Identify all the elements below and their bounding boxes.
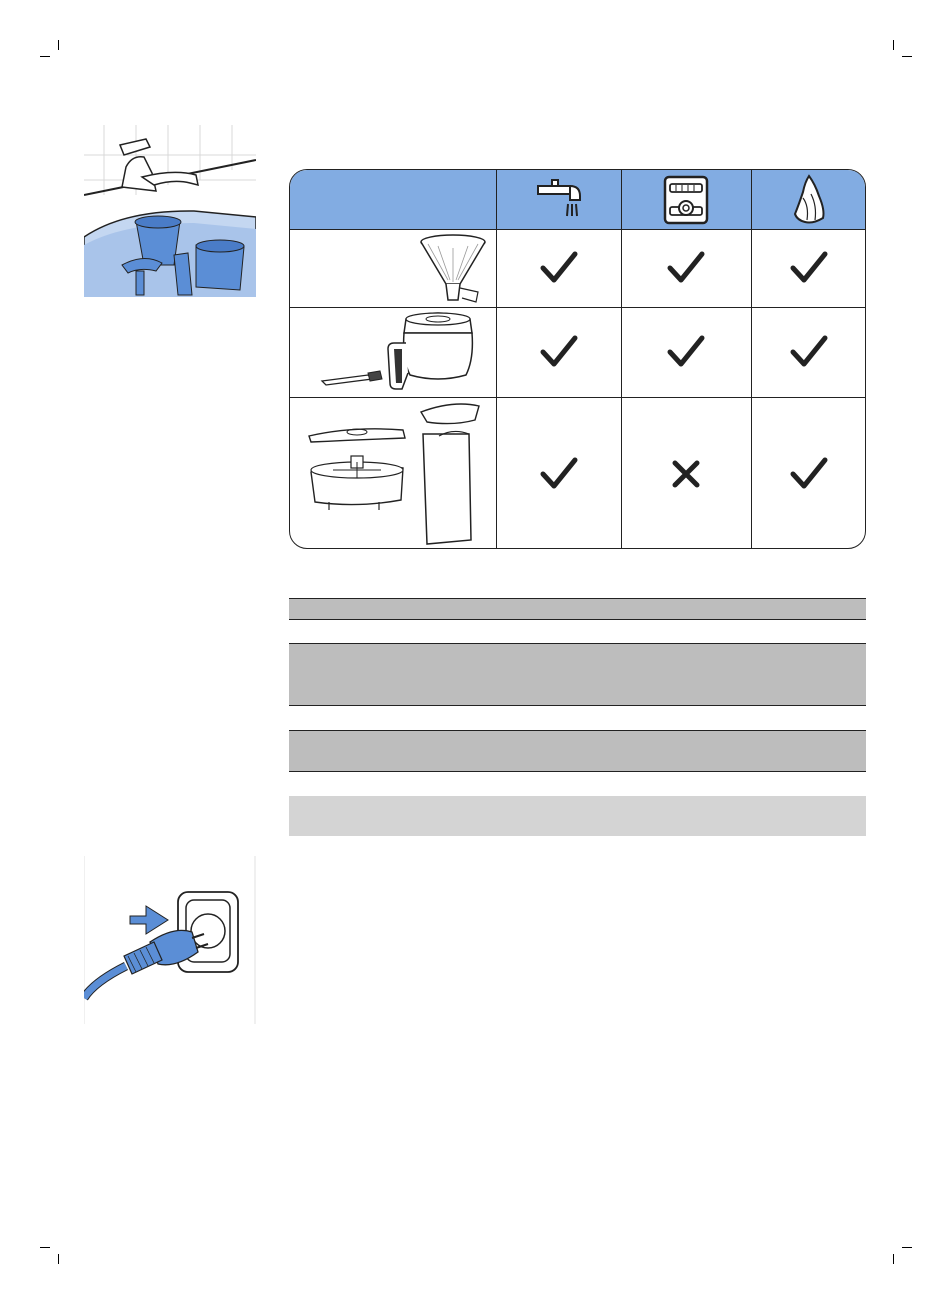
crop-mark bbox=[902, 56, 912, 57]
dishwasher-icon bbox=[662, 175, 710, 225]
cloth-icon bbox=[791, 174, 827, 226]
r1-tap-check bbox=[496, 229, 621, 307]
check-icon bbox=[539, 456, 579, 492]
part-jug-and-brush bbox=[290, 307, 496, 397]
check-icon bbox=[666, 334, 706, 370]
spec-table-grey-row bbox=[289, 731, 866, 772]
check-icon bbox=[539, 250, 579, 286]
r2-dishwasher-check bbox=[621, 307, 751, 397]
tap-water-icon bbox=[534, 176, 584, 224]
spec-table-grey-row bbox=[289, 644, 866, 706]
crop-mark bbox=[58, 1254, 59, 1264]
cross-icon bbox=[671, 459, 701, 489]
part-filter-holder bbox=[290, 229, 496, 307]
jug-brush-illustration bbox=[298, 309, 488, 395]
crop-mark bbox=[893, 1254, 894, 1264]
part-lid-base-water-tank bbox=[290, 397, 496, 549]
crop-mark bbox=[58, 40, 59, 50]
check-icon bbox=[539, 334, 579, 370]
check-icon bbox=[666, 250, 706, 286]
r3-tap-check bbox=[496, 397, 621, 549]
r1-dishwasher-check bbox=[621, 229, 751, 307]
check-icon bbox=[789, 456, 829, 492]
lid-base-tank-illustration bbox=[293, 400, 493, 548]
header-cell-dishwasher bbox=[621, 170, 751, 229]
crop-mark bbox=[893, 40, 894, 50]
crop-mark bbox=[40, 56, 50, 57]
check-icon bbox=[789, 334, 829, 370]
r2-cloth-check bbox=[751, 307, 866, 397]
check-icon bbox=[789, 250, 829, 286]
crop-mark bbox=[40, 1247, 50, 1248]
filter-holder-illustration bbox=[418, 232, 488, 304]
cleaning-method-table bbox=[289, 169, 866, 549]
r3-cloth-check bbox=[751, 397, 866, 549]
spec-table-header-band bbox=[289, 598, 866, 620]
r3-dishwasher-cross bbox=[621, 397, 751, 549]
plug-into-socket-illustration bbox=[84, 856, 256, 1024]
r2-tap-check bbox=[496, 307, 621, 397]
header-cell-cloth bbox=[751, 170, 866, 229]
r1-cloth-check bbox=[751, 229, 866, 307]
sink-washing-illustration bbox=[84, 125, 256, 297]
header-cell-tap bbox=[496, 170, 621, 229]
note-band bbox=[289, 796, 866, 836]
crop-mark bbox=[902, 1247, 912, 1248]
